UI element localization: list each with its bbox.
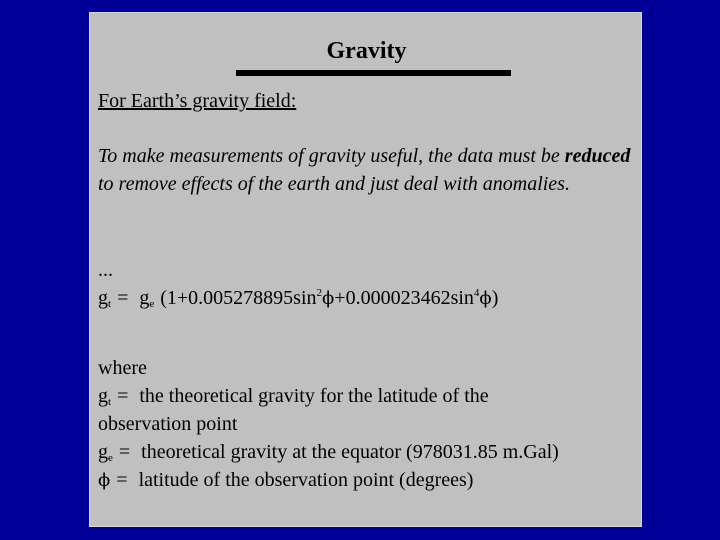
intro-paragraph [98, 142, 638, 198]
formula-exponent-1: 2 [316, 287, 323, 299]
formula-equals: = [117, 287, 129, 309]
section-subhead: For Earth’s gravity field: [98, 90, 297, 112]
intro-emphasis: reduced [564, 145, 631, 167]
definition-phi-equals: = [116, 469, 128, 491]
slide-panel [89, 12, 642, 527]
definition-ge [98, 438, 643, 466]
formula-part2: +0.000023462sin [334, 287, 474, 309]
definitions-block [98, 354, 643, 495]
formula-part1: (1+0.005278895sin [160, 287, 317, 309]
formula-lhs-symbol: g [98, 287, 108, 309]
formula-phi-1: ϕ [322, 288, 335, 309]
intro-text-before: To make measurements of gravity useful, the data must be [98, 145, 565, 167]
definition-phi-symbol: ϕ [98, 470, 111, 491]
formula-close: ) [491, 287, 499, 309]
definition-ge-symbol: g [98, 441, 108, 463]
formula-exponent-2: 4 [473, 287, 480, 299]
definition-gt-text: the theoretical gravity for the latitude of the [139, 385, 489, 407]
formula-block [98, 256, 498, 313]
definition-gt [98, 382, 643, 410]
where-label: where [98, 357, 147, 379]
definition-ge-text: theoretical gravity at the equator (978031.85 m.Gal) [141, 441, 559, 463]
ellipsis: ... [98, 259, 113, 281]
definition-gt-continuation: observation point [98, 413, 238, 435]
definition-gt-subscript: t [108, 396, 112, 408]
gravity-formula [98, 284, 498, 313]
definition-ge-equals: = [118, 441, 131, 463]
definition-gt-symbol: g [98, 385, 108, 407]
formula-rhs-subscript: e [149, 298, 155, 310]
definition-phi [98, 466, 643, 495]
title-underline-rule [236, 70, 511, 76]
definition-gt-equals: = [117, 385, 129, 407]
slide-title: Gravity [326, 38, 407, 64]
definition-ge-subscript: e [108, 452, 113, 464]
formula-phi-2: ϕ [479, 288, 492, 309]
intro-text-after: to remove effects of the earth and just deal with anomalies. [98, 173, 570, 195]
definition-phi-text: latitude of the observation point (degrees) [138, 469, 474, 491]
formula-rhs-symbol: g [139, 287, 150, 309]
formula-lhs-subscript: t [108, 298, 112, 310]
